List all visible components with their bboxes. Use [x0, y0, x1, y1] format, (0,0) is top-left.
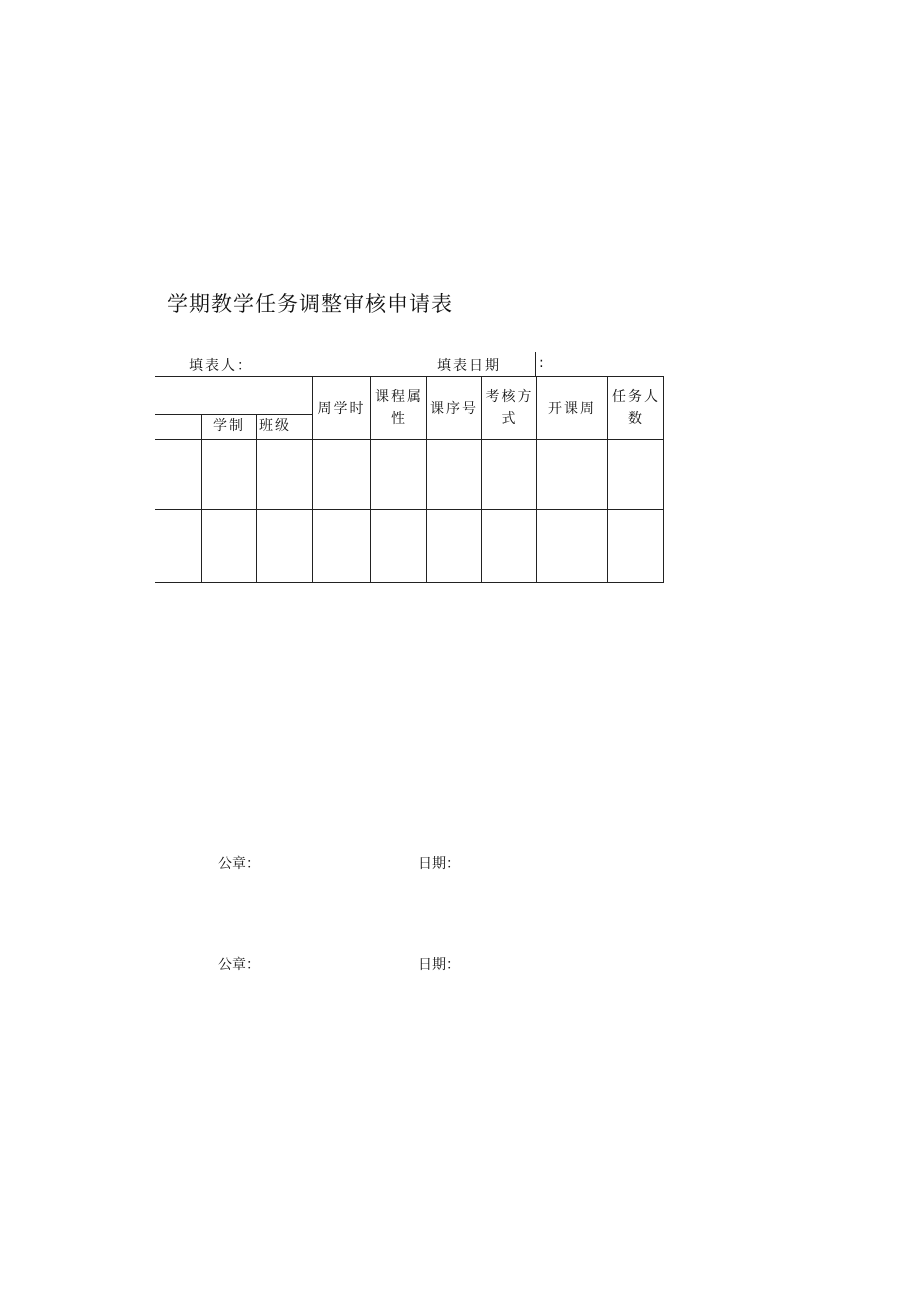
header-course-number: 课序号: [430, 401, 478, 417]
date-divider: [535, 352, 536, 376]
table-border-bottom: [155, 582, 664, 583]
table-row: [155, 510, 664, 582]
seal-label: 公章：: [218, 856, 260, 872]
page-title: 学期教学任务调整审核申请表: [167, 292, 453, 316]
date-label: 日期：: [418, 957, 460, 973]
table-row: [155, 440, 664, 509]
filler-label: 填表人：: [189, 358, 253, 374]
header-class: 班级: [259, 418, 291, 434]
header-course-attribute: 课程属性: [375, 389, 423, 427]
header-weekly-hours: 周学时: [317, 401, 366, 417]
fill-date-label: 填表日期: [437, 358, 501, 374]
date-label: 日期：: [418, 856, 460, 872]
seal-label: 公章：: [218, 957, 260, 973]
header-start-week: 开课周: [548, 401, 596, 417]
header-school-system: 学制: [213, 418, 245, 434]
table-border-top: [155, 376, 664, 377]
fill-date-colon: :: [539, 355, 546, 371]
header-assessment-method: 考核方式: [485, 389, 534, 427]
header-task-count: 任务人数: [612, 389, 660, 427]
